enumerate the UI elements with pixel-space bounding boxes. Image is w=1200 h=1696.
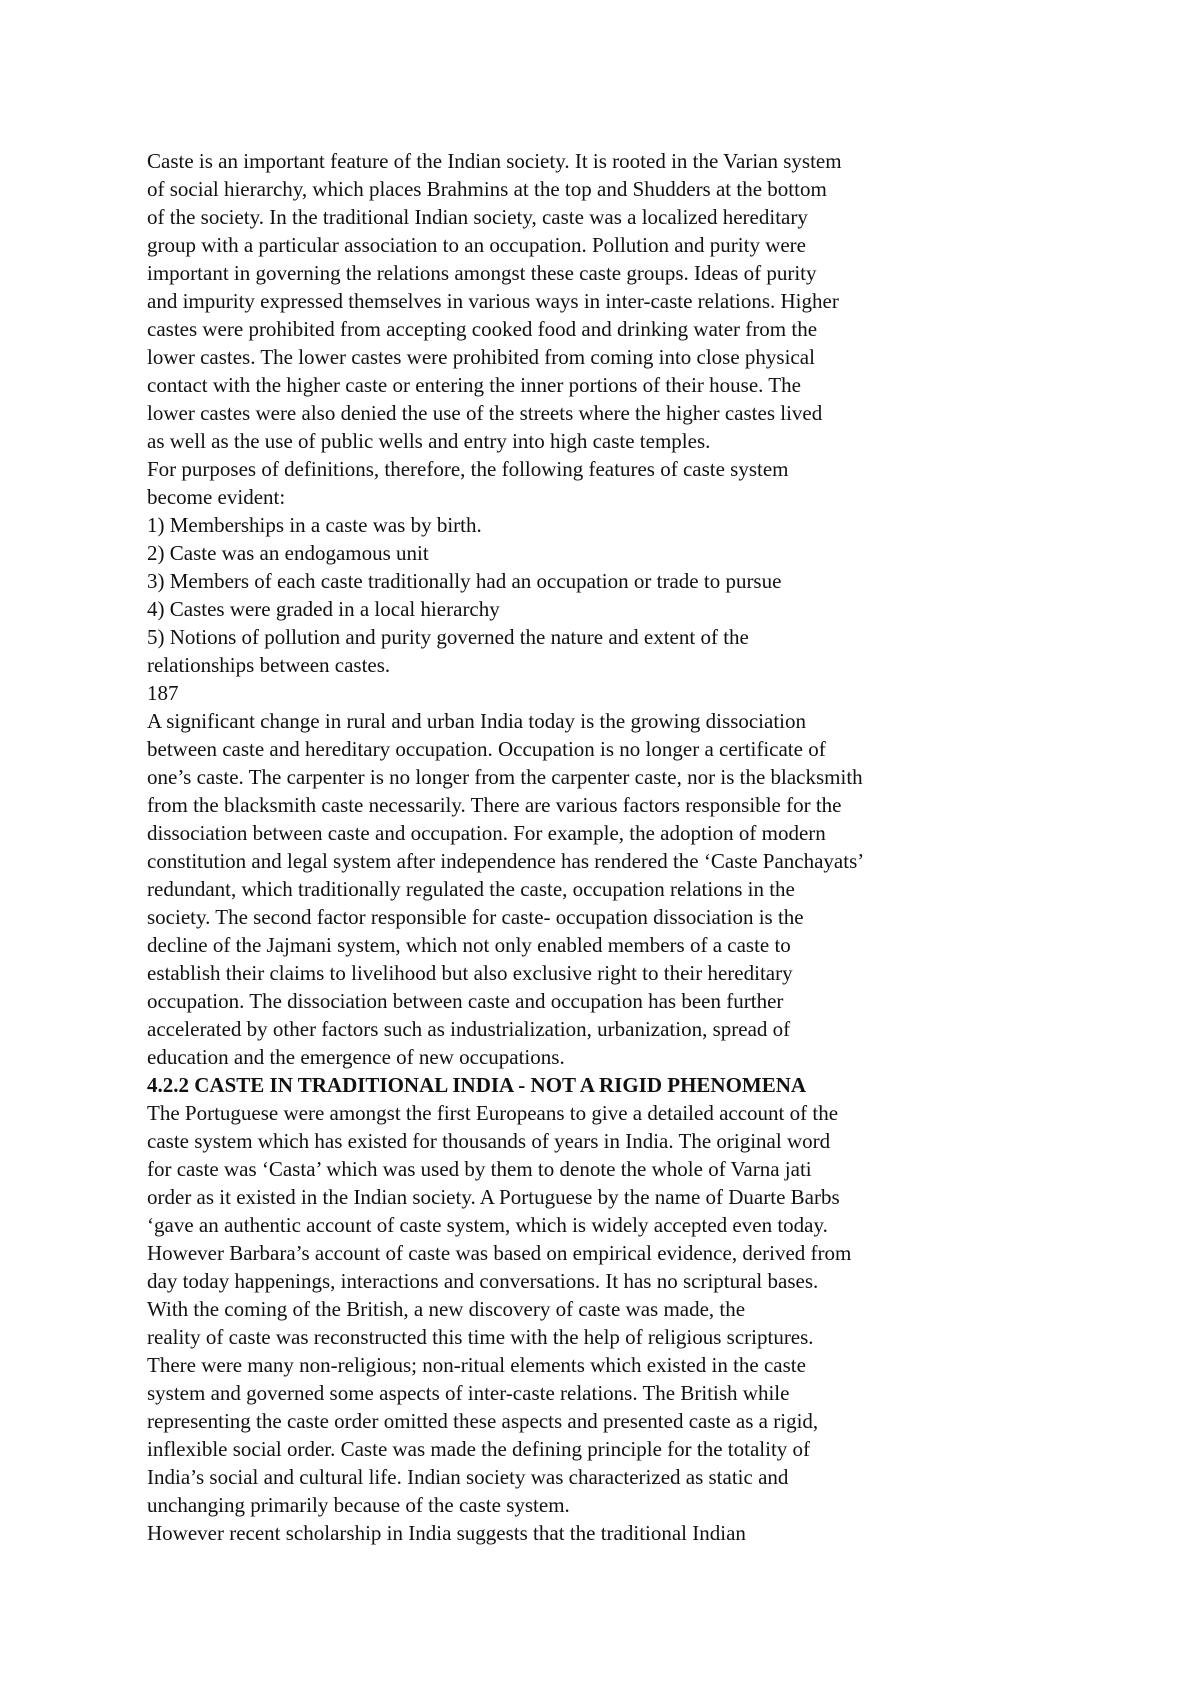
text-line: lower castes were also denied the use of the streets where the higher castes lived	[147, 401, 823, 425]
text-line: 1) Memberships in a caste was by birth.	[147, 513, 482, 537]
text-line: important in governing the relations amongst these caste groups. Ideas of purity	[147, 261, 817, 285]
text-line: redundant, which traditionally regulated the caste, occupation relations in the	[147, 877, 795, 901]
text-line: of social hierarchy, which places Brahmins at the top and Shudders at the bottom	[147, 177, 827, 201]
text-line: 5) Notions of pollution and purity governed the nature and extent of the	[147, 625, 749, 649]
text-line: order as it existed in the Indian society. A Portuguese by the name of Duarte Barbs	[147, 1185, 840, 1209]
text-line: However recent scholarship in India suggests that the traditional Indian	[147, 1521, 746, 1545]
text-line: of the society. In the traditional Indian society, caste was a localized hereditary	[147, 205, 808, 229]
text-line: become evident:	[147, 485, 286, 509]
text-line: There were many non-religious; non-ritual elements which existed in the caste	[147, 1353, 806, 1377]
text-line: lower castes. The lower castes were prohibited from coming into close physical	[147, 345, 815, 369]
text-line: and impurity expressed themselves in various ways in inter-caste relations. Higher	[147, 289, 839, 313]
text-line: society. The second factor responsible for caste- occupation dissociation is the	[147, 905, 804, 929]
text-line: 4) Castes were graded in a local hierarchy	[147, 597, 500, 621]
text-line: dissociation between caste and occupation. For example, the adoption of modern	[147, 821, 826, 845]
text-line: contact with the higher caste or entering the inner portions of their house. The	[147, 373, 801, 397]
text-line: inflexible social order. Caste was made the defining principle for the totality of	[147, 1437, 811, 1461]
text-line: group with a particular association to an occupation. Pollution and purity were	[147, 233, 806, 257]
text-line: The Portuguese were amongst the first Europeans to give a detailed account of the	[147, 1101, 839, 1125]
text-line: representing the caste order omitted these aspects and presented caste as a rigid,	[147, 1409, 819, 1433]
text-line: decline of the Jajmani system, which not only enabled members of a caste to	[147, 933, 791, 957]
text-line: For purposes of definitions, therefore, the following features of caste system	[147, 457, 789, 481]
text-line: education and the emergence of new occupations.	[147, 1045, 565, 1069]
text-line: 2) Caste was an endogamous unit	[147, 541, 429, 565]
text-line: constitution and legal system after independence has rendered the ‘Caste Panchayats’	[147, 849, 865, 873]
text-line: accelerated by other factors such as industrialization, urbanization, spread of	[147, 1017, 791, 1041]
text-line: With the coming of the British, a new discovery of caste was made, the	[147, 1297, 746, 1321]
text-line: one’s caste. The carpenter is no longer from the carpenter caste, nor is the blacksmith	[147, 765, 863, 789]
text-line: 187	[147, 681, 179, 705]
text-line: However Barbara’s account of caste was based on empirical evidence, derived from	[147, 1241, 852, 1265]
text-line: day today happenings, interactions and conversations. It has no scriptural bases.	[147, 1269, 819, 1293]
text-line: ‘gave an authentic account of caste system, which is widely accepted even today.	[147, 1213, 828, 1237]
document-body	[147, 147, 1147, 1547]
text-line: A significant change in rural and urban India today is the growing dissociation	[147, 709, 807, 733]
text-line: from the blacksmith caste necessarily. There are various factors responsible for the	[147, 793, 842, 817]
text-line: establish their claims to livelihood but also exclusive right to their hereditary	[147, 961, 793, 985]
text-line: reality of caste was reconstructed this time with the help of religious scriptures.	[147, 1325, 814, 1349]
text-line: India’s social and cultural life. Indian society was characterized as static and	[147, 1465, 789, 1489]
text-line: system and governed some aspects of inter-caste relations. The British while	[147, 1381, 790, 1405]
text-line: Caste is an important feature of the Indian society. It is rooted in the Varian system	[147, 149, 842, 173]
section-heading: 4.2.2 CASTE IN TRADITIONAL INDIA - NOT A RIGID PHENOMENA	[147, 1073, 807, 1097]
text-line: unchanging primarily because of the caste system.	[147, 1493, 570, 1517]
text-line: relationships between castes.	[147, 653, 391, 677]
text-line: 3) Members of each caste traditionally had an occupation or trade to pursue	[147, 569, 782, 593]
text-line: occupation. The dissociation between caste and occupation has been further	[147, 989, 784, 1013]
text-line: castes were prohibited from accepting cooked food and drinking water from the	[147, 317, 818, 341]
text-line: caste system which has existed for thousands of years in India. The original word	[147, 1129, 831, 1153]
text-line: for caste was ‘Casta’ which was used by them to denote the whole of Varna jati	[147, 1157, 812, 1181]
text-line: as well as the use of public wells and entry into high caste temples.	[147, 429, 711, 453]
text-line: between caste and hereditary occupation. Occupation is no longer a certificate of	[147, 737, 826, 761]
